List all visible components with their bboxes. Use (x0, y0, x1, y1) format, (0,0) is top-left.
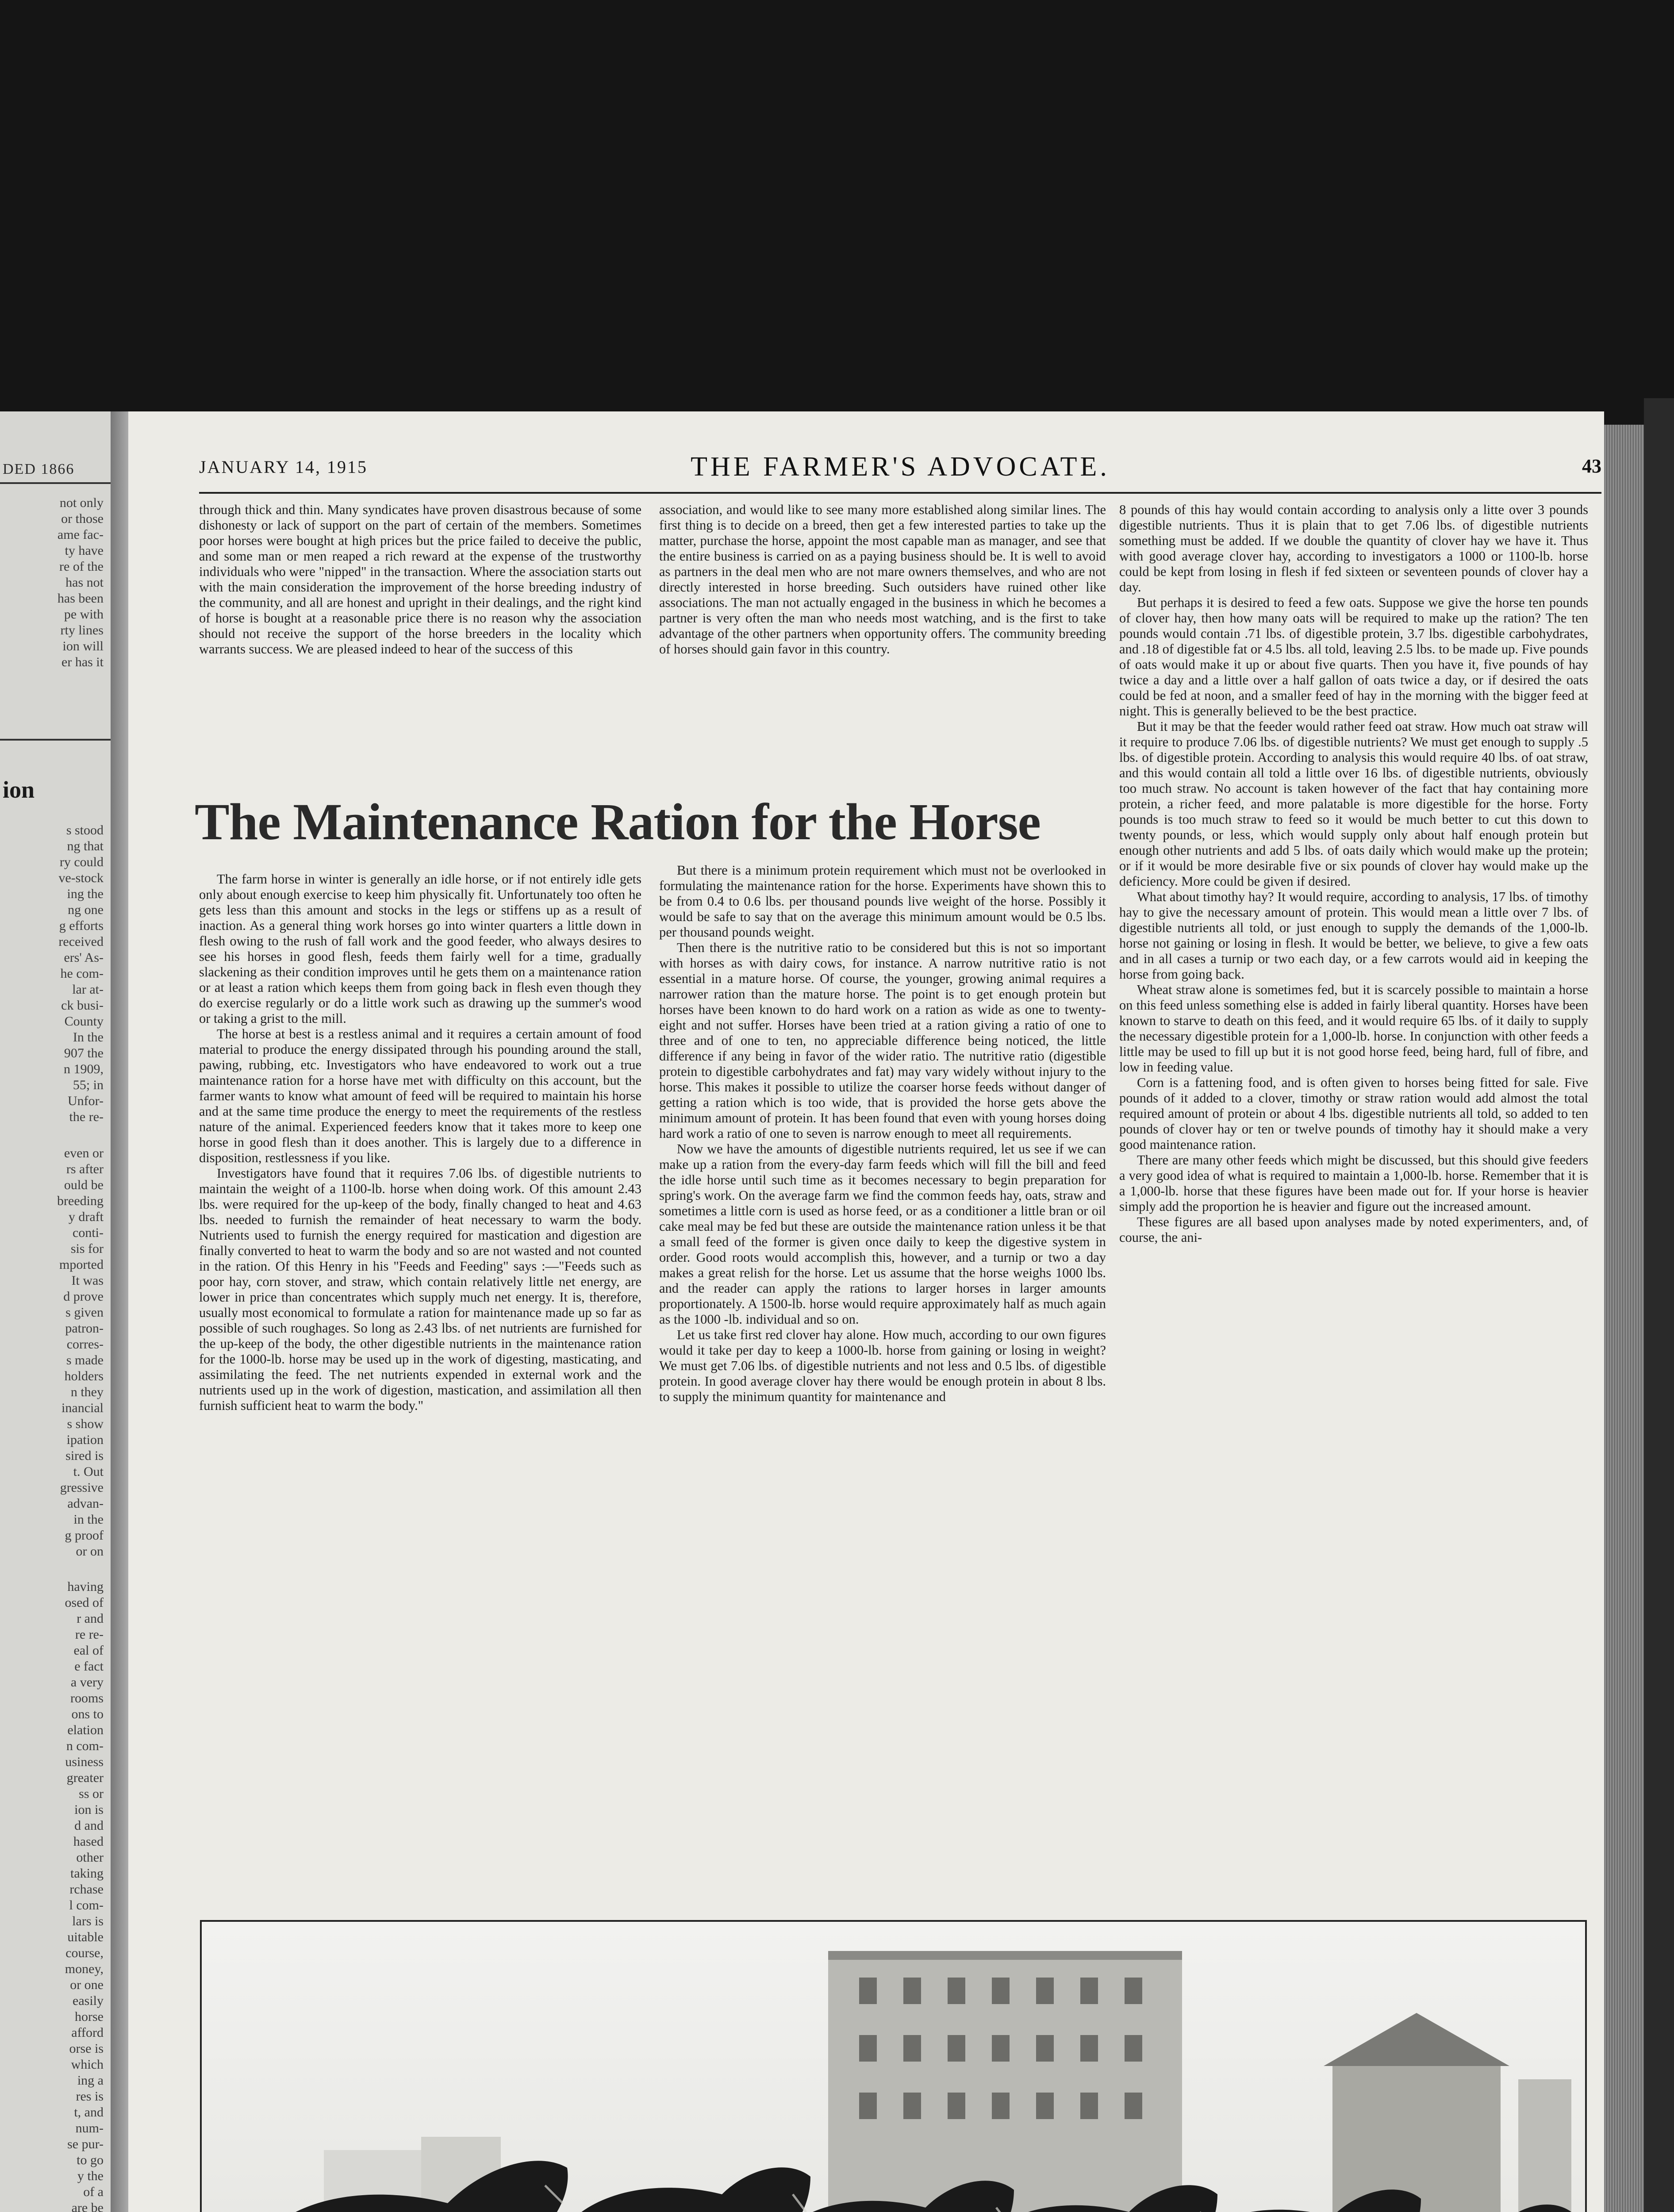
previous-page-line: osed of (65, 1595, 104, 1610)
previous-page-line: taking (70, 1866, 104, 1881)
cavalry-photo (200, 1920, 1587, 2212)
page-header (199, 451, 1601, 487)
previous-page-line: s stood (66, 823, 104, 837)
paragraph: But it may be that the feeder would rather feed oat straw. How much oat straw will it require to produce 7.06 lbs. of digestible nutrients? We must get enough to supply .5 lbs. of digestible protein. According to analysis this would require 40 lbs. of oat straw, and this would contain all told a little over 16 lbs. of digestible nutrients, obviously too much straw. No account is taken however of the fact that hay containing more protein, a richer feed, and more palatable is more digestible for the horse. Forty pounds is too much straw to feed so it would be much better to cut this down to twenty pounds, or less, which would supply only about half enough protein but enough other nutrients and add 5 lbs. of oats daily which would make up the protein; or if it would be more desirable five or six pounds of clover hay would make up the deficiency. More could be given if desired. (1119, 719, 1588, 889)
continued-article-column-2 (659, 502, 1106, 776)
article-column-3 (1119, 502, 1588, 1885)
page-stack-edge (1604, 425, 1644, 2212)
previous-page-line: holders (64, 1369, 104, 1383)
previous-page-line: er has it (61, 655, 104, 669)
previous-page-line: County (64, 1014, 104, 1029)
previous-page-line: re re- (75, 1627, 104, 1642)
previous-page-line: he com- (60, 966, 104, 981)
previous-page-line: d and (74, 1818, 104, 1833)
article-column-2 (659, 863, 1106, 1885)
previous-page-line: conti- (73, 1225, 104, 1240)
previous-page-line: num- (75, 2121, 104, 2135)
previous-page-line: of a (83, 2185, 104, 2199)
binding-gutter (111, 411, 128, 2212)
previous-page-line: afford (71, 2025, 104, 2040)
previous-page-line: course, (65, 1946, 104, 1960)
paragraph: What about timothy hay? It would require, according to analysis, 17 lbs. of timothy hay to give the necessary amount of protein. This would mean a little over 7 lbs. of digestible nutrients all told, or just enough to supply the demands of the 1,000-lb. horse not gaining or losing in flesh. It would be better, we believe, to give a few oats and in all cases a turnip or two each day, or a few carrots would aid in keeping the horse from going back. (1119, 889, 1588, 982)
previous-page-line: easily (73, 1993, 104, 2008)
previous-page-line: ry could (59, 855, 104, 869)
previous-page-line: ng that (67, 839, 104, 853)
previous-page-line: inancial (61, 1401, 104, 1415)
article-column-1 (199, 872, 641, 1885)
previous-page-line: 55; in (73, 1078, 104, 1092)
previous-page-header: DED 1866 (3, 461, 75, 477)
previous-page-line: ipation (66, 1432, 104, 1447)
previous-page-rule (0, 482, 111, 484)
article-headline: The Maintenance Ration for the Horse (195, 793, 1040, 851)
previous-page-line: breeding (57, 1194, 104, 1208)
previous-page-line: patron- (65, 1321, 104, 1336)
previous-page-line: d prove (63, 1289, 104, 1304)
previous-page-line: s made (66, 1353, 104, 1367)
paragraph: 8 pounds of this hay would contain according to analysis only a litte over 3 pounds digestible nutrients. Thus it is plain that to get 7.06 lbs. of digestible nutrients something must be added. If we double the quantity of clover hay we have it. Thus with good average clover hay, according to investigators a 1000 or 1100-lb. horse could be kept from losing in flesh if fed sixteen or seventeen pounds of clover hay a day. (1119, 502, 1588, 595)
issue-date: JANUARY 14, 1915 (199, 457, 368, 477)
previous-page-line: has been (57, 591, 104, 606)
previous-page-line: sired is (65, 1448, 104, 1463)
previous-page-line: pe with (64, 607, 104, 622)
previous-page-line: lars is (72, 1914, 104, 1928)
previous-page-line: has not (65, 575, 104, 590)
previous-page-line: r and (77, 1611, 104, 1626)
previous-page-line: uitable (67, 1930, 104, 1944)
previous-page-line: g efforts (59, 918, 104, 933)
previous-page-line: l com- (69, 1898, 104, 1912)
previous-page-line: 907 the (64, 1046, 104, 1060)
previous-page-line: are be (71, 2200, 104, 2212)
previous-page-heading: ion (3, 776, 35, 803)
previous-page-line: s given (65, 1305, 104, 1320)
previous-page-line: ing the (67, 887, 104, 901)
previous-page-line: a very (70, 1675, 104, 1690)
previous-page-line: elation (67, 1723, 104, 1737)
previous-page-line: n com- (66, 1739, 104, 1753)
previous-page-line: hased (73, 1834, 104, 1849)
paragraph: The horse at best is a restless animal and it requires a certain amount of food material to produce the energy dissipated through his pounding around the stall, pawing, rubbing, etc. Investigators who have endeavored to work out a true maintenance ration for a horse have met with difficulty on this account, but the farmer wants to know what amount of feed will be required to maintain his horse and at the same time produce the energy to meet the requirements of the restless nature of the animal. Experienced feeders know that it takes more to keep one horse in good flesh than it does another. This is largely due to a difference in disposition, restlessness if you like. (199, 1026, 641, 1165)
previous-page-line: res is (76, 2089, 104, 2104)
previous-page-line: ing a (77, 2073, 104, 2088)
previous-page-line: rooms (70, 1691, 104, 1705)
previous-page-line: se pur- (67, 2137, 104, 2151)
paragraph: Now we have the amounts of digestible nutrients required, let us see if we can make up a ration from the every-day farm feeds which will fill the bill and feed the idle horse until such time as it becomes necessary to begin preparation for spring's work. On the average farm we find the common feeds hay, oats, straw and sometimes a little corn is used as horse feed, or as a conditioner a little bran or oil cake meal may be fed but these are outside the maintenance ration unless it be that a small feed of the former is given once daily to keep the digestive system in order. Good roots would accomplish this, however, and a turnip or two a day makes a great relish for the horse. Let us assume that the horse weighs 1000 lbs. and the reader can apply the rations to larger horses in larger amounts proportionately. A 1500-lb. horse would require approximately half as much again as the 1000 -lb. individual and so on. (659, 1141, 1106, 1327)
previous-page-line: having (67, 1579, 104, 1594)
paragraph: through thick and thin. Many syndicates have proven disastrous because of some dishonesty or lack of support on the part of certain of the members. Sometimes poor horses were bought at high prices but the price failed to deceive the public, and some man or men reaped a rich reward at the expense of the trustworthy individuals who were "nipped" in the transaction. Where the association starts out with the main consideration the improvement of the horse breeding industry of the community, and all are honest and upright in their dealings, and the right kind of horse is bought at a reasonable price there is no reason why the association should not receive the support of the horse breeders in the locality which warrants success. We are pleased indeed to hear of the success of this (199, 502, 641, 657)
previous-page-line: lar at- (72, 982, 104, 997)
newspaper-page (128, 411, 1604, 2212)
previous-page-line: eal of (73, 1643, 104, 1658)
previous-page-line: ng one (68, 902, 104, 917)
previous-page-line: In the (73, 1030, 104, 1045)
previous-page-line: ion will (62, 639, 104, 653)
paragraph: Then there is the nutritive ratio to be considered but this is not so important with horses as with dairy cows, for instance. A narrow nutritive ratio is not essential in a mature horse. Of course, the younger, growing animal requires a narrower ration than the mature horse. The point is to get enough protein but horses have been known to do hard work on a ration as wide as one to twenty-eight and not suffer. Horses have been tried at a ration giving a ratio of one to three and of one to ten, no appreciable difference being noticed, the little difference if any being in favor of the wider ratio. The nutritive ratio (digestible protein to digestible carbohydrates and fat) may vary widely without injury to the horse. This makes it possible to utilize the coarser horse feeds without danger of getting a ration which is too wide, that is provided the horse gets above the minimum amount of protein. It has been found that even with young horses doing hard work a ratio of one to seven is narrow enough to meet all requirements. (659, 940, 1106, 1141)
previous-page-line: greater (66, 1770, 104, 1785)
header-rule (199, 492, 1601, 494)
previous-page-line: rchase (69, 1882, 104, 1897)
previous-page-line: ss or (79, 1786, 104, 1801)
previous-page-line: t. Out (73, 1464, 104, 1479)
publication-title: THE FARMER'S ADVOCATE. (691, 452, 1110, 482)
photo-horses-icon (200, 1920, 1587, 2212)
previous-page-line: ame fac- (57, 527, 104, 542)
previous-page-line: money, (65, 1962, 104, 1976)
previous-page-line: t, and (74, 2105, 104, 2120)
previous-page-line: or those (61, 511, 104, 526)
paragraph: There are many other feeds which might be discussed, but this should give feeders a very good idea of what is required to maintain a 1,000-lb. horse. Remember that it is a 1,000-lb. horse that these figures have been made out for. If your horse is heavier simply add the proportion he is heavier and figure out the increased amount. (1119, 1152, 1588, 1214)
previous-page-line: gressive (60, 1480, 104, 1495)
previous-page-line: ck busi- (61, 998, 104, 1013)
previous-page-line: advan- (67, 1496, 104, 1511)
previous-page-line: g proof (65, 1528, 104, 1543)
previous-page-line: ons to (71, 1707, 104, 1721)
previous-page-line: ve-stock (58, 871, 104, 885)
background-edge (1644, 398, 1674, 2212)
previous-page-line: which (71, 2057, 104, 2072)
previous-page-line: n 1909, (64, 1062, 104, 1076)
previous-page-line: Unfor- (67, 1094, 104, 1108)
previous-page-line: or one (70, 1978, 104, 1992)
previous-page-line: to go (77, 2153, 104, 2167)
previous-page-line: rs after (66, 1162, 104, 1176)
continued-article-column-1 (199, 502, 641, 776)
previous-page-line: the re- (69, 1110, 104, 1124)
previous-page-line: corres- (66, 1337, 104, 1352)
previous-page-line: or on (76, 1544, 104, 1559)
previous-page-line: not only (59, 495, 104, 510)
previous-page-line: ion is (74, 1802, 104, 1817)
previous-page-line: y the (77, 2169, 104, 2183)
previous-page-line: other (76, 1850, 104, 1865)
previous-page-line: It was (71, 1273, 104, 1288)
previous-page-line: mported (59, 1257, 104, 1272)
previous-page-line: even or (64, 1146, 104, 1160)
page-number: 43 (1582, 455, 1601, 477)
previous-page-line: orse is (69, 2041, 104, 2056)
previous-page-line: e fact (74, 1659, 104, 1674)
previous-page-line: horse (75, 2009, 104, 2024)
paragraph: Let us take first red clover hay alone. How much, according to our own figures would it take per day to keep a 1000-lb. horse from gaining or losing in weight? We must get 7.06 lbs. of digestible nutrients and not less and 0.5 lbs. of digestible protein. In good average clover hay there would be enough protein in about 8 lbs. to supply the minimum quantity for maintenance and (659, 1327, 1106, 1404)
previous-page-line: rty lines (60, 623, 104, 637)
previous-page-line: ers' As- (64, 950, 104, 965)
previous-page-line: ould be (64, 1178, 104, 1192)
paragraph: association, and would like to see many more established along similar lines. The first thing is to decide on a breed, then get a few interested parties to take up the matter, purchase the horse, appoint the most capable man as manager, and see that the entire business is carried on as a paying business should be. It is well to avoid as partners in the deal men who are not mare owners themselves, and who are not directly interested in horse breeding. Such outsiders have ruined other like associations. The man not actually engaged in the business in which he becomes a partner is very often the man who needs most watching, and is the first to take advantage of the other partners when opportunity offers. The community breeding of horses should gain favor in this country. (659, 502, 1106, 657)
previous-page-line: sis for (70, 1241, 104, 1256)
previous-page-line: ty have (65, 543, 104, 558)
previous-page-line: n they (70, 1385, 104, 1399)
previous-page-line: received (58, 934, 104, 949)
paragraph: These figures are all based upon analyses made by noted experimenters, and, of course, the ani- (1119, 1214, 1588, 1245)
paragraph: The farm horse in winter is generally an idle horse, or if not entirely idle gets only about enough exercise to keep him physically fit. Unfortunately too often he gets less than this amount and stocks in the legs or stiffens up as a result of inaction. As a general thing work horses go into winter quarters a little down in flesh owing to the rush of fall work and the good feeder, who always desires to see his horses in good flesh, feeds them fairly well for a time, gradually slackening as their condition improves until he gets them on a maintenance ration or at least a ration which keeps them from going back in flesh even though they do exercise regularly or do a little work such as drawing up the summer's wood or taking a grist to the mill. (199, 872, 641, 1026)
previous-page-line: y draft (68, 1210, 104, 1224)
previous-page-line: in the (73, 1512, 104, 1527)
previous-page-line: re of the (59, 559, 104, 574)
paragraph: But perhaps it is desired to feed a few oats. Suppose we give the horse ten pounds of clover hay, then how many oats will be required to make up the ration? The ten pounds would contain .71 lbs. of digestible protein, 3.7 lbs. digestible carbohydrates, and .18 of digestible fat or 4.5 lbs. all told, leaving 2.5 lbs. to be made up. Five pounds of oats would make it up or about five quarts. Then you have it, five pounds of hay twice a day and a little over a half gallon of oats twice a day, or if desired the oats could be fed at noon, and a smaller feed of hay in the morning with the bigger feed at night. This is generally believed to be the best practice. (1119, 595, 1588, 718)
paragraph: Corn is a fattening food, and is often given to horses being fitted for sale. Five pounds of it added to a clover, timothy or straw ration would add almost the total required amount of protein or about 4 lbs. digestible nutrients all told, so added to ten pounds of clover hay or ten or twelve pounds of timothy hay it should make a very good maintenance ration. (1119, 1075, 1588, 1152)
paragraph: Investigators have found that it requires 7.06 lbs. of digestible nutrients to maintain the weight of a 1100-lb. horse when doing work. Of this amount 2.43 lbs. were required for the up-keep of the body, finally changed to heat and 4.63 lbs. needed to furnish the remainder of heat necessary to warm the body. Nutrients used to furnish the energy required for mastication and digestion are finally converted to heat to warm the body and so are not wasted and not counted in the ration. Of this Henry in his "Feeds and Feeding" says :—"Feeds such as poor hay, corn stover, and straw, which contain relatively little net energy, are lower in price than concentrates which supply much net energy. It is, therefore, usually most economical to formulate a ration for maintenance made up so far as possible of such roughages. So long as 2.43 lbs. of net nutrients are furnished for the up-keep of the body, the other digestible nutrients in the maintenance ration for the 1000-lb. horse may be used up in the work of digesting, masticating, and assimilating the feed. The net nutrients expended in external work and the nutrients used up in the work of digestion, mastication, and assimilation all then furnish sufficient heat to warm the body." (199, 1166, 641, 1413)
previous-page-fragment (0, 411, 111, 2212)
paragraph: But there is a minimum protein requirement which must not be overlooked in formulating the maintenance ration for the horse. Experiments have shown this to be from 0.4 to 0.6 lbs. per thousand pounds live weight of the horse. Possibly it would be safe to say that on the average this minimum amount would be 0.5 lbs. per thousand pounds weight. (659, 863, 1106, 940)
paragraph: Wheat straw alone is sometimes fed, but it is scarcely possible to maintain a horse on this feed unless something else is added in fairly liberal quantity. Horses have been known to starve to death on this feed, and it would require 65 lbs. of it daily to supply the necessary digestible protein for a 1,000-lb. horse. In conjunction with other feeds a little may be used to fill up but it is not good horse feed, being hard, full of fibre, and low in feeding value. (1119, 982, 1588, 1075)
previous-page-line: usiness (65, 1755, 104, 1769)
previous-page-divider (0, 739, 111, 741)
previous-page-line: s show (67, 1417, 104, 1431)
